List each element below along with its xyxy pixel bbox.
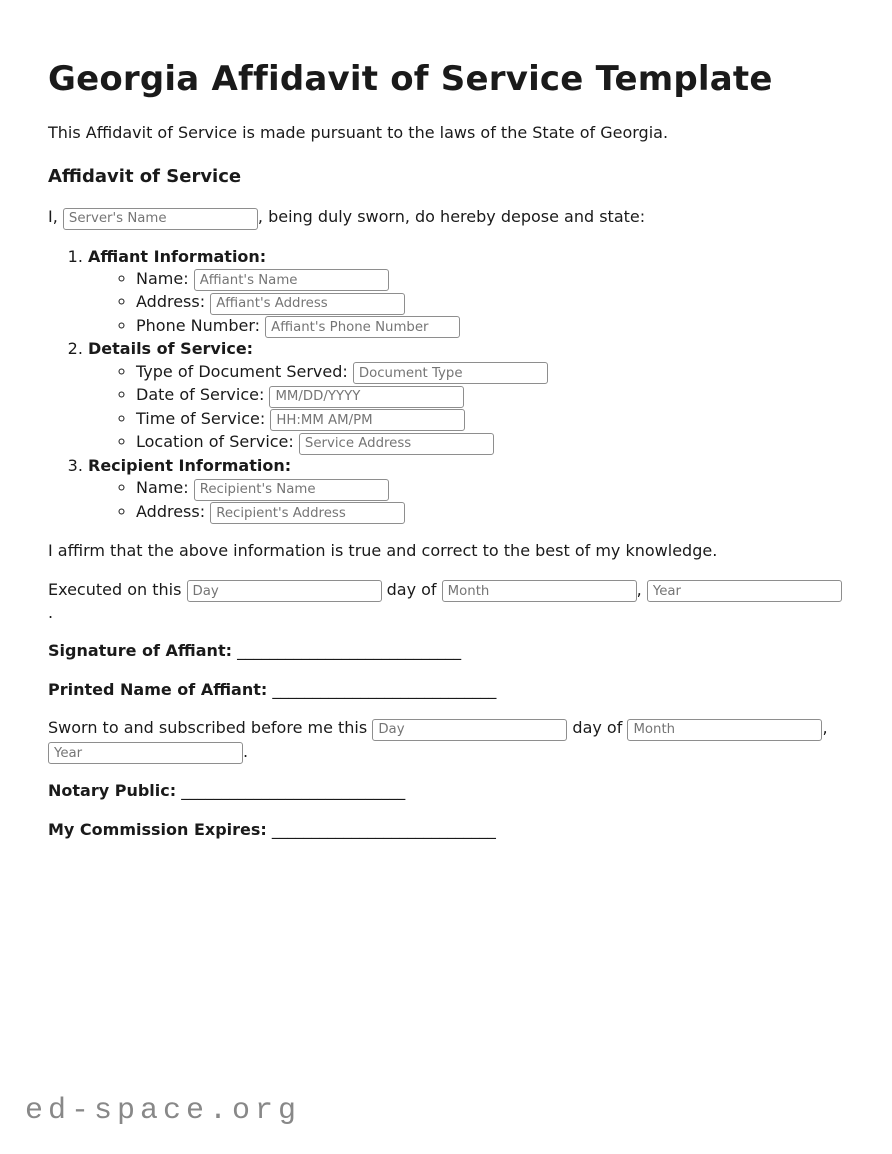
- watermark-text: ed-space.org: [25, 1094, 302, 1128]
- executed-month-input[interactable]: [442, 580, 637, 602]
- field-label: Time of Service:: [136, 408, 266, 428]
- commission-blank: ____________________________: [271, 819, 496, 839]
- notary-blank: ____________________________: [181, 781, 406, 801]
- commission-label: My Commission Expires:: [48, 819, 267, 839]
- list-item: [136, 315, 844, 339]
- service-date-input[interactable]: [269, 386, 464, 408]
- field-label: Location of Service:: [136, 432, 294, 452]
- sworn-date-line: [48, 717, 844, 764]
- intro-text: This Affidavit of Service is made pursuant to the laws of the State of Georgia.: [48, 123, 669, 143]
- service-fields-list: [88, 361, 844, 455]
- field-label: Date of Service:: [136, 385, 265, 405]
- sworn-period: .: [243, 741, 249, 761]
- recipient-address-input[interactable]: [210, 502, 405, 524]
- section-title: Recipient Information:: [88, 455, 292, 475]
- sworn-conjunction: day of: [572, 718, 623, 738]
- commission-line: [48, 819, 844, 841]
- executed-day-input[interactable]: [187, 580, 382, 602]
- recipient-name-input[interactable]: [194, 479, 389, 501]
- signature-label: Signature of Affiant:: [48, 641, 232, 661]
- service-location-input[interactable]: [299, 433, 494, 455]
- service-time-input[interactable]: [270, 409, 465, 431]
- list-item: [136, 291, 844, 315]
- affiant-address-input[interactable]: [210, 293, 405, 315]
- list-item: [136, 384, 844, 408]
- sworn-comma: ,: [822, 718, 828, 738]
- section-details-of-service: [88, 338, 844, 454]
- oath-line: [48, 206, 844, 230]
- affidavit-sections-list: [48, 246, 844, 525]
- field-label: Phone Number:: [136, 315, 261, 335]
- list-item: [136, 431, 844, 455]
- executed-date-line: [48, 579, 844, 625]
- list-item: [136, 477, 844, 501]
- page-title: Georgia Affidavit of Service Template: [48, 59, 773, 99]
- field-label: Name:: [136, 478, 189, 498]
- affiant-fields-list: [88, 268, 844, 339]
- document-type-input[interactable]: [353, 362, 548, 384]
- section-recipient-information: [88, 455, 844, 524]
- section-title: Details of Service:: [88, 339, 254, 359]
- sworn-year-input[interactable]: [48, 742, 243, 764]
- sworn-prefix: Sworn to and subscribed before me this: [48, 718, 368, 738]
- field-label: Address:: [136, 292, 206, 312]
- recipient-fields-list: [88, 477, 844, 524]
- server-name-input[interactable]: [63, 208, 258, 230]
- signature-blank: ____________________________: [237, 641, 462, 661]
- list-item: [136, 408, 844, 432]
- field-label: Type of Document Served:: [136, 361, 348, 381]
- sworn-month-input[interactable]: [627, 719, 822, 741]
- notary-label: Notary Public:: [48, 781, 177, 801]
- executed-year-input[interactable]: [647, 580, 842, 602]
- signature-line: [48, 640, 844, 662]
- field-label: Name:: [136, 268, 189, 288]
- printed-name-line: [48, 679, 844, 701]
- executed-comma: ,: [636, 579, 642, 599]
- executed-conjunction: day of: [386, 579, 437, 599]
- list-item: [136, 361, 844, 385]
- oath-suffix: , being duly sworn, do hereby depose and state:: [257, 207, 646, 227]
- field-label: Address:: [136, 501, 206, 521]
- sworn-day-input[interactable]: [372, 719, 567, 741]
- printed-name-label: Printed Name of Affiant:: [48, 679, 268, 699]
- executed-period: .: [48, 603, 54, 623]
- printed-name-blank: ____________________________: [272, 679, 497, 699]
- list-item: [136, 268, 844, 292]
- list-item: [136, 501, 844, 525]
- notary-line: [48, 780, 844, 802]
- section-title: Affiant Information:: [88, 246, 267, 266]
- affiant-phone-input[interactable]: [265, 316, 460, 338]
- affirmation-text: I affirm that the above information is true and correct to the best of my knowledge.: [48, 541, 718, 561]
- executed-prefix: Executed on this: [48, 579, 182, 599]
- affiant-name-input[interactable]: [194, 269, 389, 291]
- oath-prefix: I,: [48, 207, 58, 227]
- section-affiant-information: [88, 246, 844, 339]
- affidavit-subheading: Affidavit of Service: [48, 165, 242, 187]
